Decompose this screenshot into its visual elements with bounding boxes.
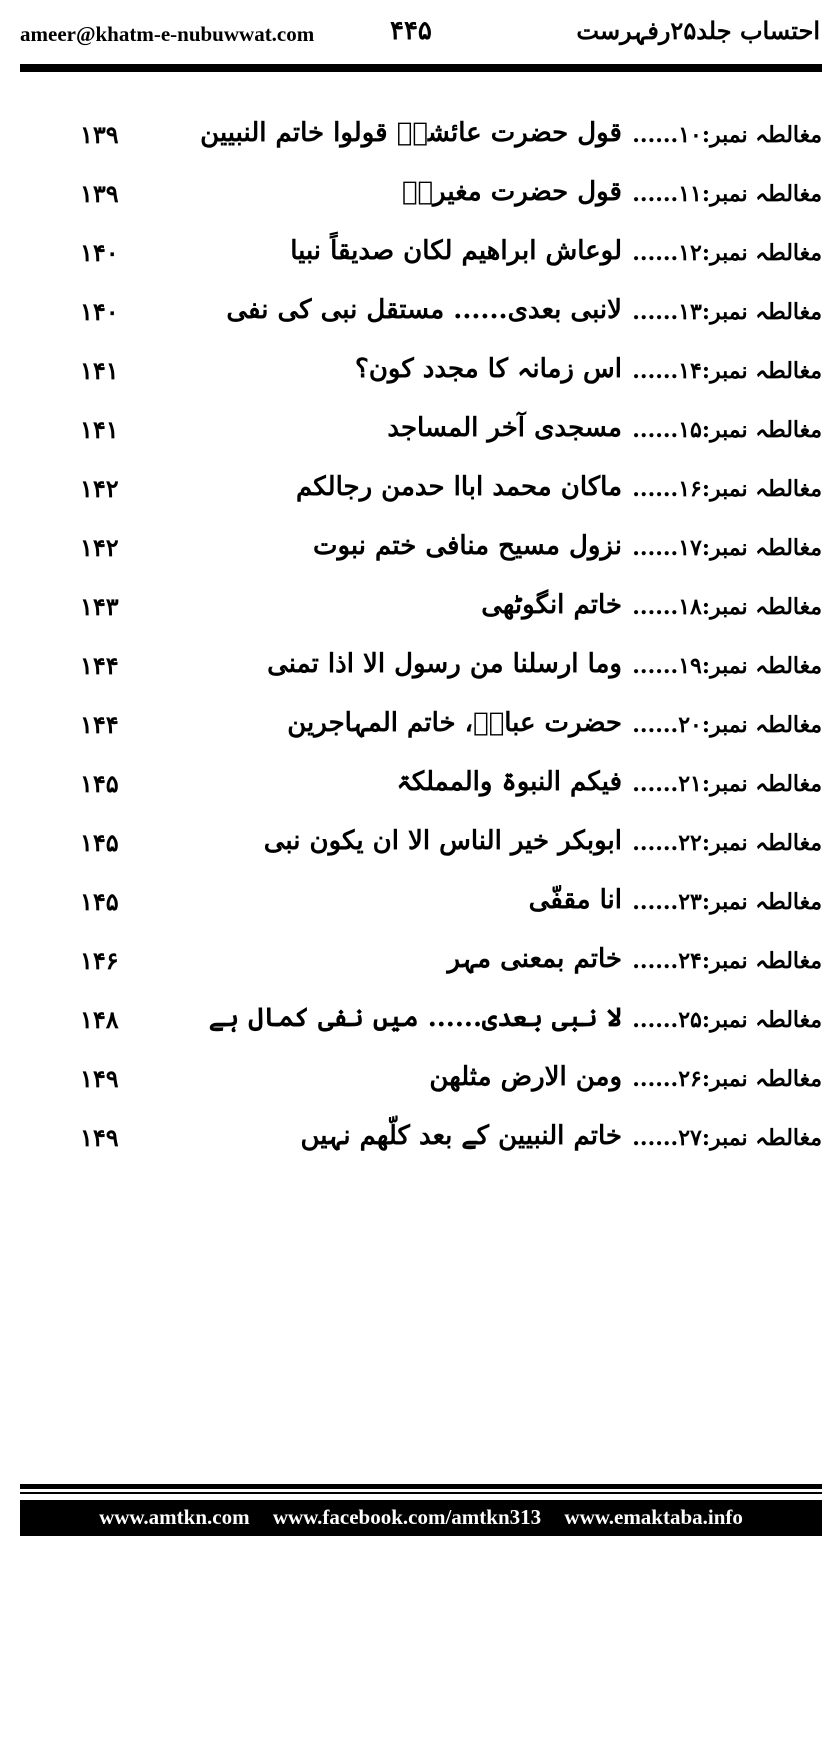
toc-entry xyxy=(20,818,822,878)
entry-label: مغالطہ نمبر:۲۵...... xyxy=(632,1007,822,1033)
entry-title: لوعاش ابراھیم لکان صدیقاً نبیا xyxy=(290,236,622,266)
entry-page: ۱۴۵ xyxy=(80,887,119,916)
footer-divider-thick xyxy=(20,1484,822,1489)
entry-label: مغالطہ نمبر:۱۳...... xyxy=(632,299,822,325)
toc-entry xyxy=(20,169,822,229)
toc-entry xyxy=(20,641,822,701)
toc-entry xyxy=(20,700,822,760)
entry-title: خاتم النبیین کے بعد کلّھم نہیں xyxy=(300,1121,622,1151)
entry-page: ۱۴۵ xyxy=(80,769,119,798)
entry-title: مسجدی آخر المساجد xyxy=(387,413,622,443)
entry-page: ۱۴۰ xyxy=(80,297,119,326)
entry-page: ۱۴۱ xyxy=(80,415,119,444)
entry-page: ۱۴۰ xyxy=(80,238,119,267)
entry-title: حضرت عباسؓ، خاتم المہاجرین xyxy=(287,708,622,738)
footer-link-facebook[interactable]: www.facebook.com/amtkn313 xyxy=(272,1505,542,1529)
toc-entry xyxy=(20,110,822,170)
entry-label: مغالطہ نمبر:۲۷...... xyxy=(632,1125,822,1151)
toc-entry xyxy=(20,759,822,819)
footer-bar xyxy=(20,1500,822,1536)
entry-label: مغالطہ نمبر:۲۰...... xyxy=(632,712,822,738)
toc-entry xyxy=(20,228,822,288)
entry-page: ۱۴۴ xyxy=(80,710,119,739)
entry-label: مغالطہ نمبر:۱۵...... xyxy=(632,417,822,443)
page-header xyxy=(20,14,820,58)
entry-page: ۱۴۵ xyxy=(80,828,119,857)
entry-title: خاتم بمعنی مہر xyxy=(447,944,622,974)
toc-entry xyxy=(20,1113,822,1173)
entry-title: وما ارسلنا من رسول الا اذا تمنی xyxy=(267,649,622,679)
entry-label: مغالطہ نمبر:۲۱...... xyxy=(632,771,822,797)
entry-page: ۱۴۶ xyxy=(80,946,119,975)
header-email: ameer@khatm-e-nubuwwat.com xyxy=(20,22,315,46)
toc-entry xyxy=(20,464,822,524)
entry-title: قول حضرت عائشہؓ قولوا خاتم النبیین xyxy=(200,118,622,148)
entry-label: مغالطہ نمبر:۱۴...... xyxy=(632,358,822,384)
entry-page: ۱۴۱ xyxy=(80,356,119,385)
entry-page: ۱۴۴ xyxy=(80,651,119,680)
header-divider xyxy=(20,64,822,72)
entry-label: مغالطہ نمبر:۱۱...... xyxy=(632,181,822,207)
toc-entry xyxy=(20,405,822,465)
entry-label: مغالطہ نمبر:۱۶...... xyxy=(632,476,822,502)
entry-label: مغالطہ نمبر:۲۳...... xyxy=(632,889,822,915)
toc-entry xyxy=(20,582,822,642)
toc-entry xyxy=(20,346,822,406)
footer-link-emaktaba[interactable]: www.emaktaba.info xyxy=(564,1505,743,1529)
page-number: ۴۴۵ xyxy=(390,16,432,46)
entry-title: خاتم انگوٹھی xyxy=(481,590,622,620)
entry-label: مغالطہ نمبر:۱۸...... xyxy=(632,594,822,620)
toc-entry xyxy=(20,995,822,1055)
entry-page: ۱۴۳ xyxy=(80,592,119,621)
header-title: احتساب جلد۲۵رفہرست xyxy=(576,16,820,45)
entry-title: نزول مسیح منافی ختم نبوت xyxy=(313,531,622,561)
entry-label: مغالطہ نمبر:۲۴...... xyxy=(632,948,822,974)
entry-page: ۱۴۸ xyxy=(80,1005,119,1034)
entry-title: فیکم النبوۃ والمملکۃ xyxy=(396,767,622,797)
entry-label: مغالطہ نمبر:۱۲...... xyxy=(632,240,822,266)
entry-page: ۱۴۲ xyxy=(80,533,119,562)
entry-label: مغالطہ نمبر:۲۶...... xyxy=(632,1066,822,1092)
entry-label: مغالطہ نمبر:۲۲...... xyxy=(632,830,822,856)
entry-title: لانبی بعدی...... مستقل نبی کی نفی xyxy=(226,295,622,325)
entry-page: ۱۳۹ xyxy=(80,120,119,149)
entry-title: اس زمانہ کا مجدد کون؟ xyxy=(355,354,622,384)
entry-title: لا نبی بعدی...... میں نفی کمال ہے xyxy=(208,1003,622,1033)
toc-entry xyxy=(20,936,822,996)
toc-entry xyxy=(20,877,822,937)
entry-page: ۱۳۹ xyxy=(80,179,119,208)
entry-title: ماکان محمد اباا حدمن رجالکم xyxy=(295,472,622,502)
entry-title: ابوبکر خیر الناس الا ان یکون نبی xyxy=(263,826,622,856)
entry-title: قول حضرت مغیرہؓ xyxy=(401,177,622,207)
entry-title: انا مقفّی xyxy=(528,885,622,915)
entry-title: ومن الارض مثلھن xyxy=(429,1062,622,1092)
toc-entry xyxy=(20,287,822,347)
entry-page: ۱۴۹ xyxy=(80,1123,119,1152)
footer-link-amtkn[interactable]: www.amtkn.com xyxy=(99,1505,250,1529)
toc-entry xyxy=(20,1054,822,1114)
footer-divider-thin xyxy=(20,1492,822,1494)
entry-label: مغالطہ نمبر:۱۷...... xyxy=(632,535,822,561)
toc-entry xyxy=(20,523,822,583)
entry-page: ۱۴۲ xyxy=(80,474,119,503)
entry-label: مغالطہ نمبر:۱۰...... xyxy=(632,122,822,148)
entry-page: ۱۴۹ xyxy=(80,1064,119,1093)
entry-label: مغالطہ نمبر:۱۹...... xyxy=(632,653,822,679)
